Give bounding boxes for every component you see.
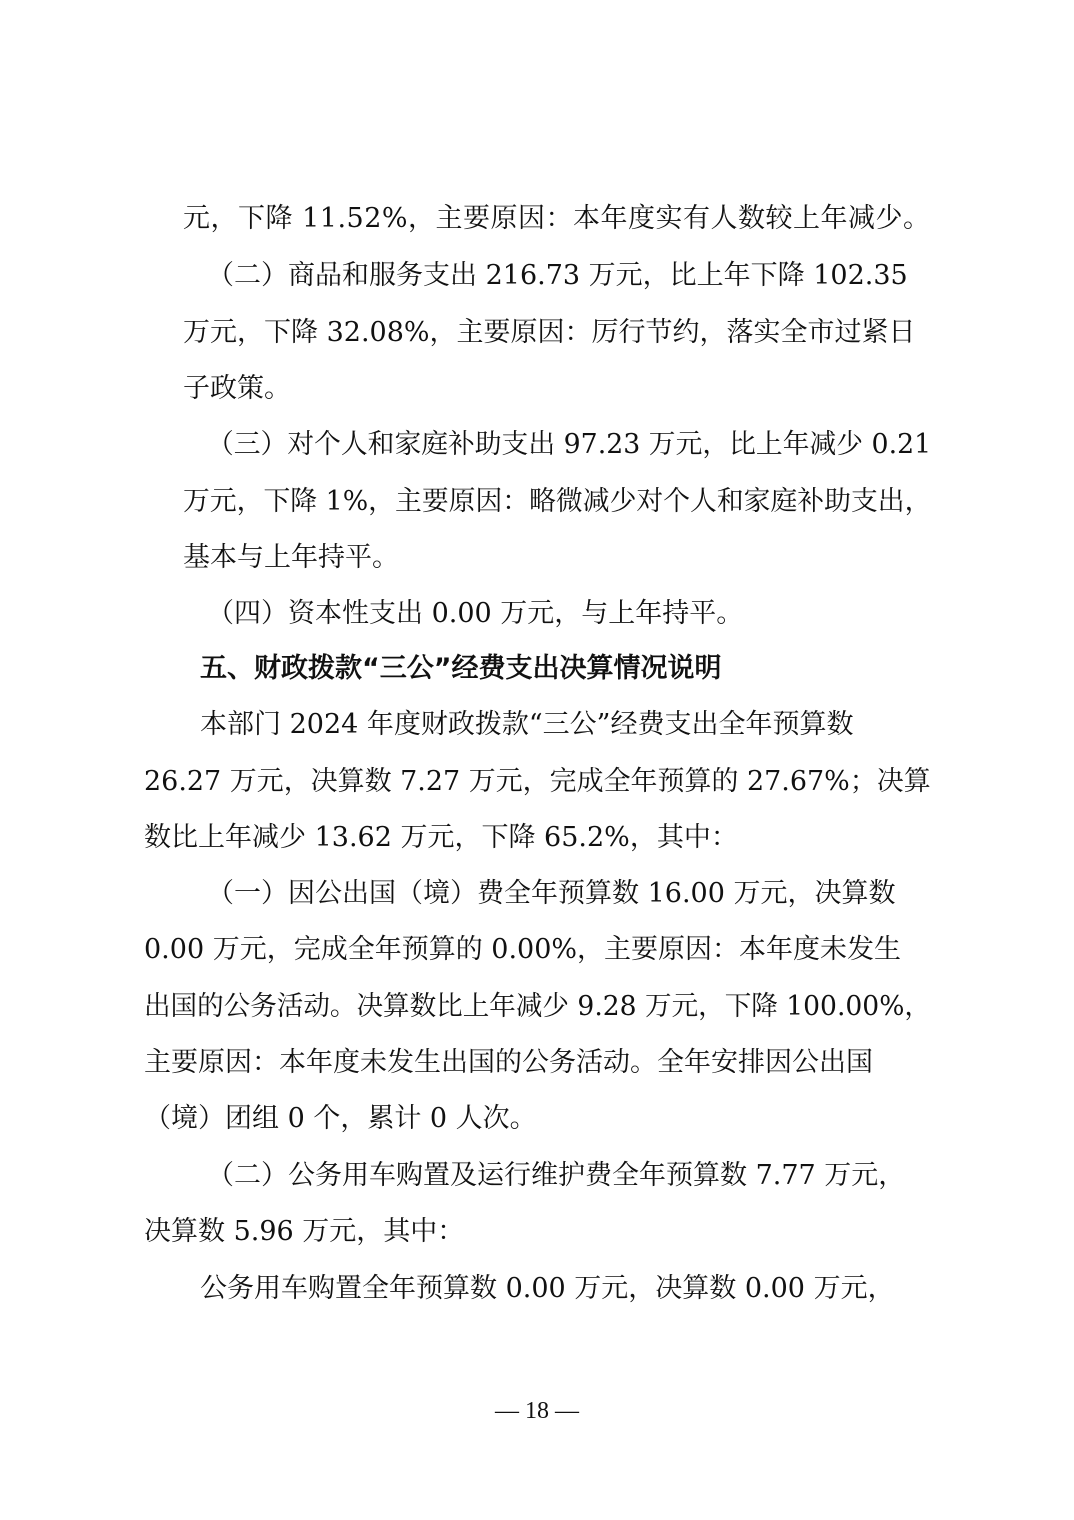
body-text-line: （一）因公出国（境）费全年预算数 16.00 万元，决算数	[207, 878, 896, 909]
body-text-line: 子政策。	[183, 373, 291, 404]
body-text-line: （二）商品和服务支出 216.73 万元，比上年下降 102.35	[207, 260, 908, 291]
page-number: — 18 —	[495, 1398, 579, 1424]
section-heading: 五、财政拨款“三公”经费支出决算情况说明	[200, 653, 722, 684]
body-text-line: 基本与上年持平。	[183, 542, 399, 573]
body-text-line: 公务用车购置全年预算数 0.00 万元，决算数 0.00 万元，	[200, 1273, 895, 1304]
body-text-line: 0.00 万元，完成全年预算的 0.00%，主要原因：本年度未发生	[144, 934, 902, 965]
body-text-line: 主要原因：本年度未发生出国的公务活动。全年安排因公出国	[144, 1047, 873, 1078]
body-text-line: （二）公务用车购置及运行维护费全年预算数 7.77 万元，	[207, 1160, 906, 1191]
body-text-line: （境）团组 0 个，累计 0 人次。	[144, 1103, 537, 1134]
body-text-line: 决算数 5.96 万元，其中：	[144, 1216, 465, 1247]
body-text-line: （四）资本性支出 0.00 万元，与上年持平。	[207, 598, 744, 629]
body-text-line: （三）对个人和家庭补助支出 97.23 万元，比上年减少 0.21	[207, 429, 932, 460]
body-text-line: 万元，下降 1%，主要原因：略微减少对个人和家庭补助支出，	[183, 486, 932, 517]
body-text-line: 数比上年减少 13.62 万元，下降 65.2%，其中：	[144, 822, 738, 853]
body-text-line: 万元，下降 32.08%，主要原因：厉行节约，落实全市过紧日	[183, 317, 916, 348]
body-text-line: 26.27 万元，决算数 7.27 万元，完成全年预算的 27.67%；决算	[144, 766, 931, 797]
body-text-line: 本部门 2024 年度财政拨款“三公”经费支出全年预算数	[200, 709, 854, 740]
body-text-line: 元，下降 11.52%，主要原因：本年度实有人数较上年减少。	[183, 203, 931, 234]
body-text-line: 出国的公务活动。决算数比上年减少 9.28 万元，下降 100.00%，	[144, 991, 931, 1022]
